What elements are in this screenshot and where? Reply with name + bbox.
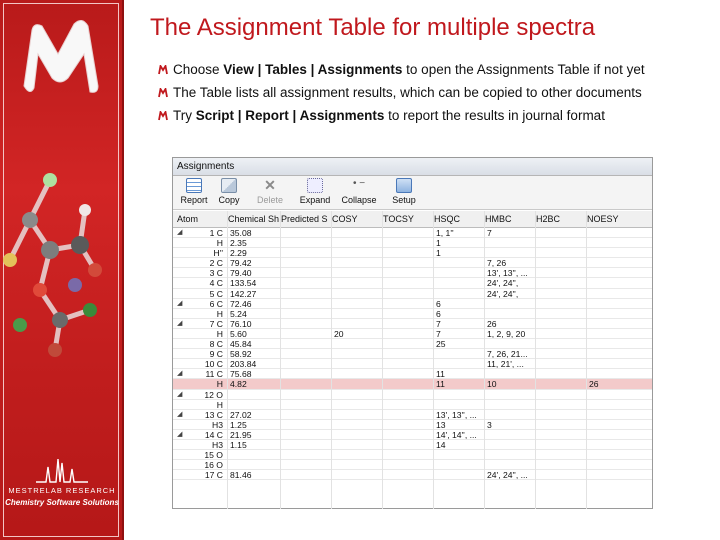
bullet-text-post: to report the results in journal format [384, 108, 605, 123]
collapse-button[interactable] [339, 178, 379, 205]
bullet-m-icon [158, 88, 168, 98]
hsqc-cell: 1, 1'' [436, 228, 454, 238]
atom-cell: 12 O [204, 389, 223, 400]
shift-cell: 45.84 [230, 339, 252, 350]
mestrelab-logo-icon [12, 14, 108, 100]
report-button[interactable] [179, 178, 209, 205]
shift-cell: 27.02 [230, 409, 252, 420]
table-row[interactable] [173, 410, 652, 420]
shift-cell: 5.60 [230, 328, 247, 339]
report-label: Report [180, 195, 208, 205]
assignments-panel [172, 157, 653, 509]
hmbc-cell: 3 [487, 419, 492, 430]
bullet-text-post: to open the Assignments Table if not yet [402, 62, 645, 77]
shift-cell: 21.95 [230, 429, 252, 440]
atom-cell: H [216, 308, 223, 319]
table-header [173, 211, 652, 228]
hmbc-cell: 13', 13'', ... [487, 268, 528, 279]
setup-label: Setup [392, 195, 416, 205]
copy-icon [221, 178, 237, 193]
hsqc-cell: 13 [436, 419, 446, 430]
molecule-graphic-icon [0, 150, 124, 380]
table-row[interactable] [173, 450, 652, 460]
bullet-m-icon [158, 65, 168, 75]
shift-cell: 76.10 [230, 318, 252, 329]
bullet-text-pre: The Table lists all assignment results, which can be copied to other documents [173, 85, 642, 100]
atom-cell: H3 [212, 419, 223, 430]
shift-cell: 2.35 [230, 238, 247, 249]
hsqc-cell: 11 [436, 379, 445, 390]
shift-cell: 1.15 [230, 439, 247, 450]
delete-icon: ✕ [264, 177, 276, 193]
assignments-table [173, 211, 652, 480]
table-body [173, 228, 652, 480]
assignments-toolbar [173, 176, 652, 210]
noesy-cell: 26 [589, 379, 599, 390]
atom-cell: 17 C [204, 470, 223, 481]
table-row[interactable] [173, 430, 652, 440]
hsqc-cell: 6 [436, 308, 441, 319]
hsqc-cell: 13', 13'', ... [436, 409, 477, 420]
report-icon [186, 178, 202, 193]
shift-cell: 81.46 [230, 470, 252, 481]
atom-cell: 9 C [209, 349, 223, 360]
atom-cell: 1 C [209, 228, 223, 238]
atom-cell: 6 C [209, 298, 223, 309]
col-noesy[interactable]: NOESY [587, 214, 619, 224]
delete-label: Delete [256, 195, 283, 205]
shift-cell: 79.42 [230, 258, 252, 269]
table-row[interactable] [173, 319, 652, 329]
expand-button[interactable] [297, 178, 333, 205]
shift-cell: 75.68 [230, 369, 252, 380]
nmr-peaks-icon [36, 455, 88, 483]
table-row[interactable] [173, 379, 652, 389]
hmbc-cell: 24', 24'', [487, 288, 519, 299]
delete-button[interactable] [255, 178, 285, 205]
table-row[interactable] [173, 400, 652, 410]
shift-cell: 1.25 [230, 419, 247, 430]
copy-label: Copy [218, 195, 240, 205]
col-hsqc[interactable]: HSQC [434, 214, 461, 224]
atom-cell: 11 C [205, 369, 223, 380]
shift-cell: 35.08 [230, 228, 252, 238]
atom-cell: H3 [212, 439, 223, 450]
bullet-item [158, 108, 718, 131]
hsqc-cell: 11 [436, 369, 445, 380]
hmbc-cell: 1, 2, 9, 20 [487, 328, 526, 339]
hsqc-cell: 1 [436, 238, 441, 249]
tree-toggle[interactable]: ◢ [177, 299, 183, 307]
bullet-m-icon [158, 111, 168, 121]
shift-cell: 133.54 [230, 278, 257, 289]
atom-cell: H [216, 379, 223, 390]
col-cosy[interactable]: COSY [332, 214, 358, 224]
cosy-cell: 20 [334, 328, 344, 339]
setup-button[interactable] [389, 178, 419, 205]
atom-cell: 4 C [209, 278, 223, 289]
hmbc-cell: 26 [487, 318, 497, 329]
table-row[interactable] [173, 460, 652, 470]
col-tocsy[interactable]: TOCSY [383, 214, 414, 224]
hmbc-cell: 7, 26 [487, 258, 507, 269]
col-hmbc[interactable]: HMBC [485, 214, 512, 224]
atom-cell: 10 C [204, 359, 223, 370]
table-row[interactable] [173, 309, 652, 319]
collapse-label: Collapse [341, 195, 377, 205]
copy-button[interactable] [215, 178, 243, 205]
hsqc-cell: 7 [436, 328, 441, 339]
hsqc-cell: 7 [436, 318, 441, 329]
table-row[interactable] [173, 238, 652, 248]
table-row[interactable] [173, 359, 652, 369]
table-row[interactable] [173, 289, 652, 299]
atom-cell: H [216, 238, 223, 249]
col-predicted-shift[interactable]: Predicted S [281, 214, 328, 224]
slide-title: The Assignment Table for multiple spectra [150, 14, 596, 41]
expand-icon [307, 178, 323, 193]
atom-cell: 8 C [209, 339, 223, 350]
table-row[interactable] [173, 349, 652, 359]
atom-cell: 3 C [209, 268, 223, 279]
bullet-text-pre: Try [173, 108, 196, 123]
tree-toggle[interactable]: ◢ [177, 370, 183, 378]
bullet-text-menu: View | Tables | Assignments [223, 62, 403, 77]
atom-cell: 16 O [204, 460, 223, 471]
tree-toggle[interactable]: ◢ [177, 229, 183, 236]
atom-cell: 7 C [209, 318, 223, 329]
shift-cell: 203.84 [230, 359, 257, 370]
col-h2bc[interactable]: H2BC [536, 214, 561, 224]
bullet-text-menu: Script | Report | Assignments [195, 108, 385, 123]
hmbc-cell: 7, 26, 21... [487, 349, 528, 360]
table-row[interactable] [173, 248, 652, 258]
table-row[interactable] [173, 329, 652, 339]
table-row[interactable] [173, 470, 652, 480]
hsqc-cell: 14', 14'', ... [436, 429, 477, 440]
table-row[interactable] [173, 420, 652, 430]
atom-cell: 14 C [204, 429, 223, 440]
table-row[interactable] [173, 299, 652, 309]
table-row[interactable] [173, 369, 652, 379]
expand-label: Expand [299, 195, 331, 205]
hmbc-cell: 24', 24'', ... [487, 470, 528, 481]
bullet-item [158, 62, 718, 85]
shift-cell: 79.40 [230, 268, 252, 279]
table-row[interactable] [173, 390, 652, 400]
hmbc-cell: 7 [487, 228, 492, 238]
tree-toggle[interactable]: ◢ [177, 410, 183, 418]
hsqc-cell: 1 [436, 248, 441, 259]
col-chemical-shift[interactable]: Chemical Sh [228, 214, 280, 224]
bullet-list [158, 62, 718, 131]
shift-cell: 5.24 [230, 308, 247, 319]
setup-icon [396, 178, 412, 193]
atom-cell: 2 C [209, 258, 223, 269]
table-row[interactable] [173, 278, 652, 288]
company-name: MESTRELAB RESEARCH [8, 486, 116, 495]
bullet-item [158, 85, 718, 108]
table-row[interactable] [173, 268, 652, 278]
hmbc-cell: 10 [487, 379, 497, 390]
tree-toggle[interactable]: ◢ [177, 319, 183, 327]
collapse-icon: • − [352, 178, 366, 189]
shift-cell: 2.29 [230, 248, 247, 259]
hsqc-cell: 6 [436, 298, 441, 309]
panel-title: Assignments [173, 158, 652, 176]
tree-toggle[interactable]: ◢ [177, 390, 183, 398]
atom-cell: H [216, 328, 223, 339]
shift-cell: 72.46 [230, 298, 252, 309]
atom-cell: H [216, 399, 223, 410]
hsqc-cell: 14 [436, 439, 446, 450]
table-row[interactable] [173, 339, 652, 349]
company-tagline: Chemistry Software Solutions [5, 498, 119, 507]
atom-cell: 5 C [209, 288, 223, 299]
atom-cell: 13 C [204, 409, 223, 420]
atom-cell: H'' [213, 248, 223, 259]
shift-cell: 4.82 [230, 379, 247, 390]
brand-sidebar [0, 0, 124, 540]
hmbc-cell: 11, 21', ... [487, 359, 524, 370]
bullet-text-pre: Choose [173, 62, 224, 77]
hmbc-cell: 24', 24'', [487, 278, 519, 289]
col-atom[interactable]: Atom [177, 214, 199, 224]
table-row[interactable] [173, 440, 652, 450]
tree-toggle[interactable]: ◢ [177, 430, 183, 438]
hsqc-cell: 25 [436, 339, 446, 350]
table-row[interactable] [173, 228, 652, 238]
atom-cell: 15 O [204, 450, 223, 461]
table-row[interactable] [173, 258, 652, 268]
shift-cell: 58.92 [230, 349, 252, 360]
shift-cell: 142.27 [230, 288, 257, 299]
